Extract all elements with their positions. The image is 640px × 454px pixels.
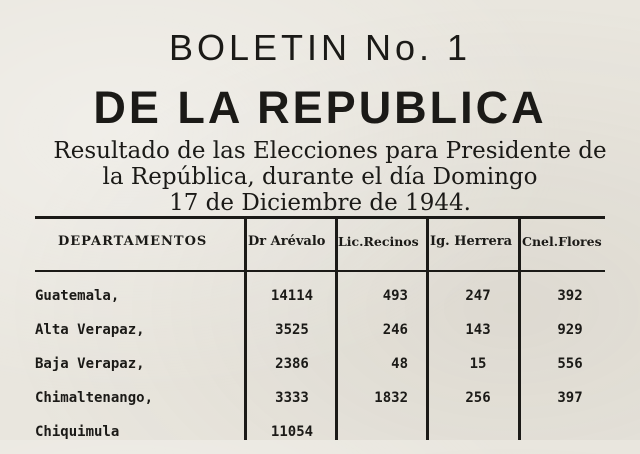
table-row [0,420,640,454]
description-line-3: 17 de Diciembre de 1944. [169,190,471,216]
department-name: Chiquimula [35,424,120,440]
votes-herrera: 247 [465,288,491,304]
department-name: Baja Verapaz, [35,356,145,372]
votes-arevalo: 14114 [270,288,314,304]
votes-recinos: 246 [382,322,408,338]
header-departamentos: DEPARTAMENTOS [58,234,208,249]
header-flores: Cnel.Flores [522,234,602,249]
votes-arevalo: 3333 [275,390,309,406]
header-arevalo: Dr Arévalo [248,234,326,249]
votes-flores: 556 [557,356,583,372]
department-name: Alta Verapaz, [35,322,145,338]
table-row [0,284,640,318]
table-row [0,386,640,420]
votes-herrera: 15 [469,356,487,372]
votes-herrera: 256 [465,390,491,406]
votes-recinos: 48 [391,356,408,372]
votes-arevalo: 2386 [275,356,309,372]
description-line-1: Resultado de las Elecciones para Presidente de [53,138,607,164]
votes-arevalo: 3525 [275,322,309,338]
votes-recinos: 493 [382,288,408,304]
table-row [0,352,640,386]
votes-flores: 392 [557,288,583,304]
header-herrera: Ig. Herrera [430,234,513,249]
votes-flores: 397 [557,390,583,406]
description-line-2: la República, durante el día Domingo [102,164,538,190]
bulletin-title: BOLETIN No. 1 [168,27,472,68]
department-name: Guatemala, [35,288,120,304]
votes-flores: 929 [557,322,583,338]
table-row [0,318,640,352]
department-name: Chimaltenango, [35,390,154,406]
bulletin-subtitle: DE LA REPUBLICA [93,82,547,133]
votes-herrera: 143 [465,322,491,338]
votes-recinos: 1832 [374,390,408,406]
header-recinos: Lic.Recinos [338,234,419,249]
votes-arevalo: 11054 [270,424,314,440]
